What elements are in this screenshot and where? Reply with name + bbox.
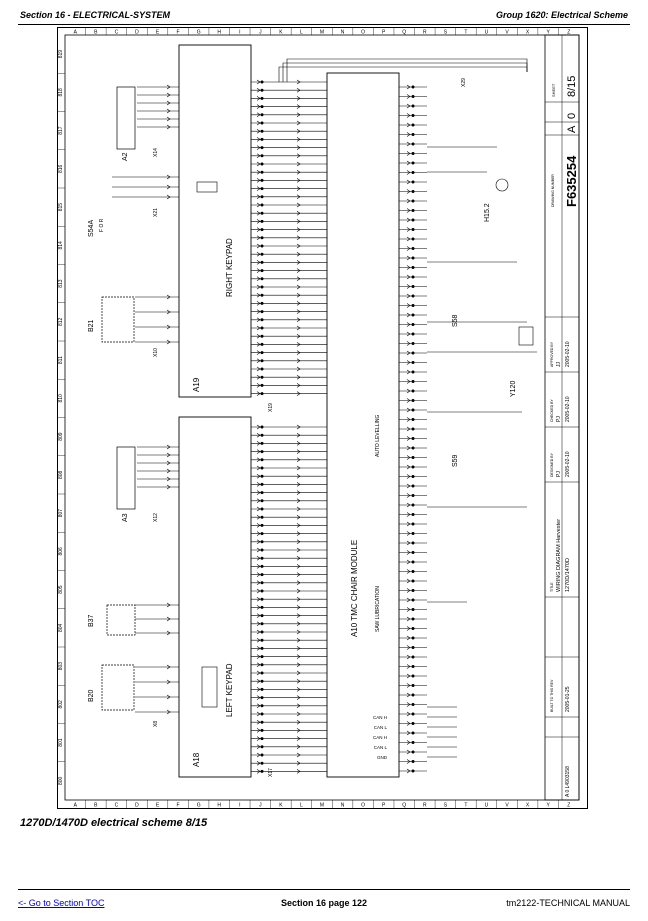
grid-letter: J <box>259 802 262 809</box>
can-line-label: CAN H <box>372 735 387 740</box>
right-keypad-label: RIGHT KEYPAD <box>225 238 234 297</box>
grid-row: 817 <box>58 126 64 135</box>
left-keypad-label: LEFT KEYPAD <box>225 663 234 717</box>
grid-letter: N <box>340 802 345 809</box>
title-label: TITLE <box>550 582 554 592</box>
grid-letter: G <box>196 29 201 36</box>
x21-label: X21 <box>153 208 159 217</box>
b21-label: B21 <box>88 319 95 332</box>
h15-label: H15.2 <box>484 203 491 222</box>
grid-letter: H <box>217 802 222 809</box>
section-title: Section 16 - ELECTRICAL-SYSTEM <box>20 10 171 20</box>
approved-by: JJ <box>556 362 562 367</box>
grid-letter: V <box>505 802 509 809</box>
b20-box <box>102 665 134 710</box>
sheet-label: SHEET <box>551 83 556 97</box>
wire-group <box>112 59 537 773</box>
grid-row: 808 <box>58 470 64 480</box>
a18-label: A18 <box>192 752 201 767</box>
grid-letter: F <box>176 29 180 36</box>
sheet-number: 8/15 <box>566 75 578 97</box>
grid-letter: C <box>114 29 119 36</box>
page-header <box>18 6 630 25</box>
grid-letter: P <box>382 29 386 36</box>
grid-letter: A <box>73 802 77 809</box>
grid-letter: X <box>525 802 530 809</box>
grid-letter: R <box>422 29 427 36</box>
y120-label: Y120 <box>510 380 517 397</box>
grid-letter: I <box>239 802 241 809</box>
approved-label: APPROVED BY <box>550 341 554 367</box>
grid-letter: M <box>319 29 325 36</box>
checked-by: PJ <box>556 416 562 422</box>
grid-letter: L <box>300 802 303 809</box>
grid-letter: Q <box>402 802 407 809</box>
grid-letter: E <box>155 802 160 809</box>
grid-letter: E <box>155 29 160 36</box>
grid-letter: O <box>361 802 366 809</box>
x12-label: X12 <box>153 513 159 522</box>
right-keypad-box <box>179 45 251 397</box>
page-number: Section 16 page 122 <box>280 898 368 908</box>
approved-date: 2005-02-10 <box>565 341 571 367</box>
group-title: Group 1620: Electrical Scheme <box>495 10 628 20</box>
grid-letter: Z <box>567 802 571 809</box>
grid-row: 812 <box>58 317 64 327</box>
b20-label: B20 <box>88 689 95 702</box>
x19-label: X19 <box>268 403 274 412</box>
grid-row: 819 <box>58 49 64 59</box>
designed-label: DESIGNED BY <box>550 453 554 477</box>
grid-row: 811 <box>58 356 64 365</box>
x17-label: X17 <box>268 768 274 777</box>
grid-letter: T <box>464 802 468 809</box>
grid-letter: L <box>300 29 303 36</box>
grid-row: 806 <box>58 547 64 556</box>
grid-row: 809 <box>58 432 64 441</box>
grid-rows-left <box>57 50 65 785</box>
x29-label: X29 <box>461 78 467 87</box>
for-label: F O R <box>99 218 105 232</box>
s58-label: S58 <box>452 314 459 327</box>
grid-letter: R <box>422 802 427 809</box>
title-sub: 1270D/1470D <box>565 558 571 592</box>
grid-letter: D <box>135 29 139 36</box>
manual-name: tm2122-TECHNICAL MANUAL <box>506 898 630 908</box>
title-text: WIRING DIAGRAM Harvester <box>556 518 562 592</box>
grid-letter: U <box>484 802 489 809</box>
grid-letter: J <box>259 29 262 36</box>
grid-letter: M <box>319 802 325 809</box>
toc-link[interactable]: <- Go to Section TOC <box>18 898 105 908</box>
grid-letter: B <box>94 29 98 36</box>
drawing-number: F635254 <box>564 155 579 207</box>
figure-caption: 1270D/1470D electrical scheme 8/15 <box>20 817 208 829</box>
grid-letters-top <box>74 27 571 36</box>
grid-row: 818 <box>58 88 64 97</box>
can-labels <box>373 715 388 760</box>
grid-letter: T <box>464 29 468 36</box>
module-title: A10 TMC CHAIR MODULE <box>350 539 359 637</box>
designed-date: 2005-02-10 <box>565 451 571 477</box>
x10-label: X10 <box>153 348 159 357</box>
grid-letter: Y <box>546 29 550 36</box>
a2-box <box>117 87 135 149</box>
x14-label: X14 <box>153 148 159 157</box>
grid-letter: V <box>505 29 509 36</box>
grid-row: 800 <box>58 776 64 786</box>
s59-label: S59 <box>452 454 459 467</box>
b37-label: B37 <box>88 614 95 627</box>
b37-box <box>107 605 135 635</box>
grid-letter: A <box>73 29 77 36</box>
grid-letter: N <box>340 29 345 36</box>
page-footer <box>18 889 630 916</box>
grid-letter: O <box>361 29 366 36</box>
rev-letter: A <box>566 125 578 133</box>
b21-box <box>102 297 134 342</box>
designed-by: PJ <box>556 471 562 477</box>
grid-letter: X <box>525 29 530 36</box>
built-date: 2005-01-25 <box>565 686 571 712</box>
grid-row: 815 <box>58 202 64 212</box>
can-line-label: CAN L <box>373 725 387 730</box>
grid-row: 810 <box>58 394 64 403</box>
checked-label: CHECKED BY <box>550 399 554 422</box>
grid-row: 801 <box>58 738 64 747</box>
grid-letter: I <box>239 29 241 36</box>
grid-row: 803 <box>58 661 64 671</box>
a19-label: A19 <box>192 377 201 392</box>
grid-letter: Z <box>567 29 571 36</box>
grid-letter: S <box>443 802 448 809</box>
a3-box <box>117 447 135 509</box>
grid-letter: K <box>279 29 283 36</box>
auto-leveling-label: AUTO LEVELLING <box>375 414 381 457</box>
grid-letter: K <box>279 802 283 809</box>
built-label: BUILT TO THIS REV <box>550 679 554 712</box>
s54a-label: S54A <box>88 219 95 237</box>
grid-letter: B <box>94 802 98 809</box>
grid-letter: H <box>217 29 222 36</box>
wiring-diagram <box>57 27 588 809</box>
grid-letter: F <box>176 802 180 809</box>
grid-letters-bottom <box>74 800 571 809</box>
grid-row: 804 <box>58 623 64 633</box>
grid-letter: Q <box>402 29 407 36</box>
grid-row: 813 <box>58 279 64 288</box>
checked-date: 2005-02-10 <box>565 396 571 422</box>
grid-letter: S <box>443 29 448 36</box>
chair-module-box <box>327 73 399 777</box>
grid-letter: U <box>484 29 489 36</box>
a2-label: A2 <box>122 152 129 161</box>
grid-row: 816 <box>58 164 64 174</box>
grid-row: 807 <box>58 508 64 518</box>
a3-label: A3 <box>122 513 129 522</box>
grid-row: 805 <box>58 585 64 594</box>
sheet-no: 0 <box>566 112 578 119</box>
can-line-label: CAN L <box>373 745 387 750</box>
can-line-label: GND <box>377 755 387 760</box>
grid-letter: P <box>382 802 386 809</box>
drawing-number-label: DRAWING NUMBER <box>551 174 555 207</box>
saw-lubrication-label: SAW LUBRICATION <box>375 586 381 632</box>
title-ref: A 0 L4903158 <box>565 766 571 797</box>
grid-letter: C <box>114 802 119 809</box>
x8-label: X8 <box>153 720 159 727</box>
can-line-label: CAN H <box>372 715 387 720</box>
left-keypad-box <box>179 417 251 777</box>
grid-letter: D <box>135 802 139 809</box>
grid-row: 802 <box>58 700 64 709</box>
grid-row: 814 <box>58 241 64 250</box>
grid-letter: Y <box>546 802 550 809</box>
grid-letter: G <box>196 802 201 809</box>
